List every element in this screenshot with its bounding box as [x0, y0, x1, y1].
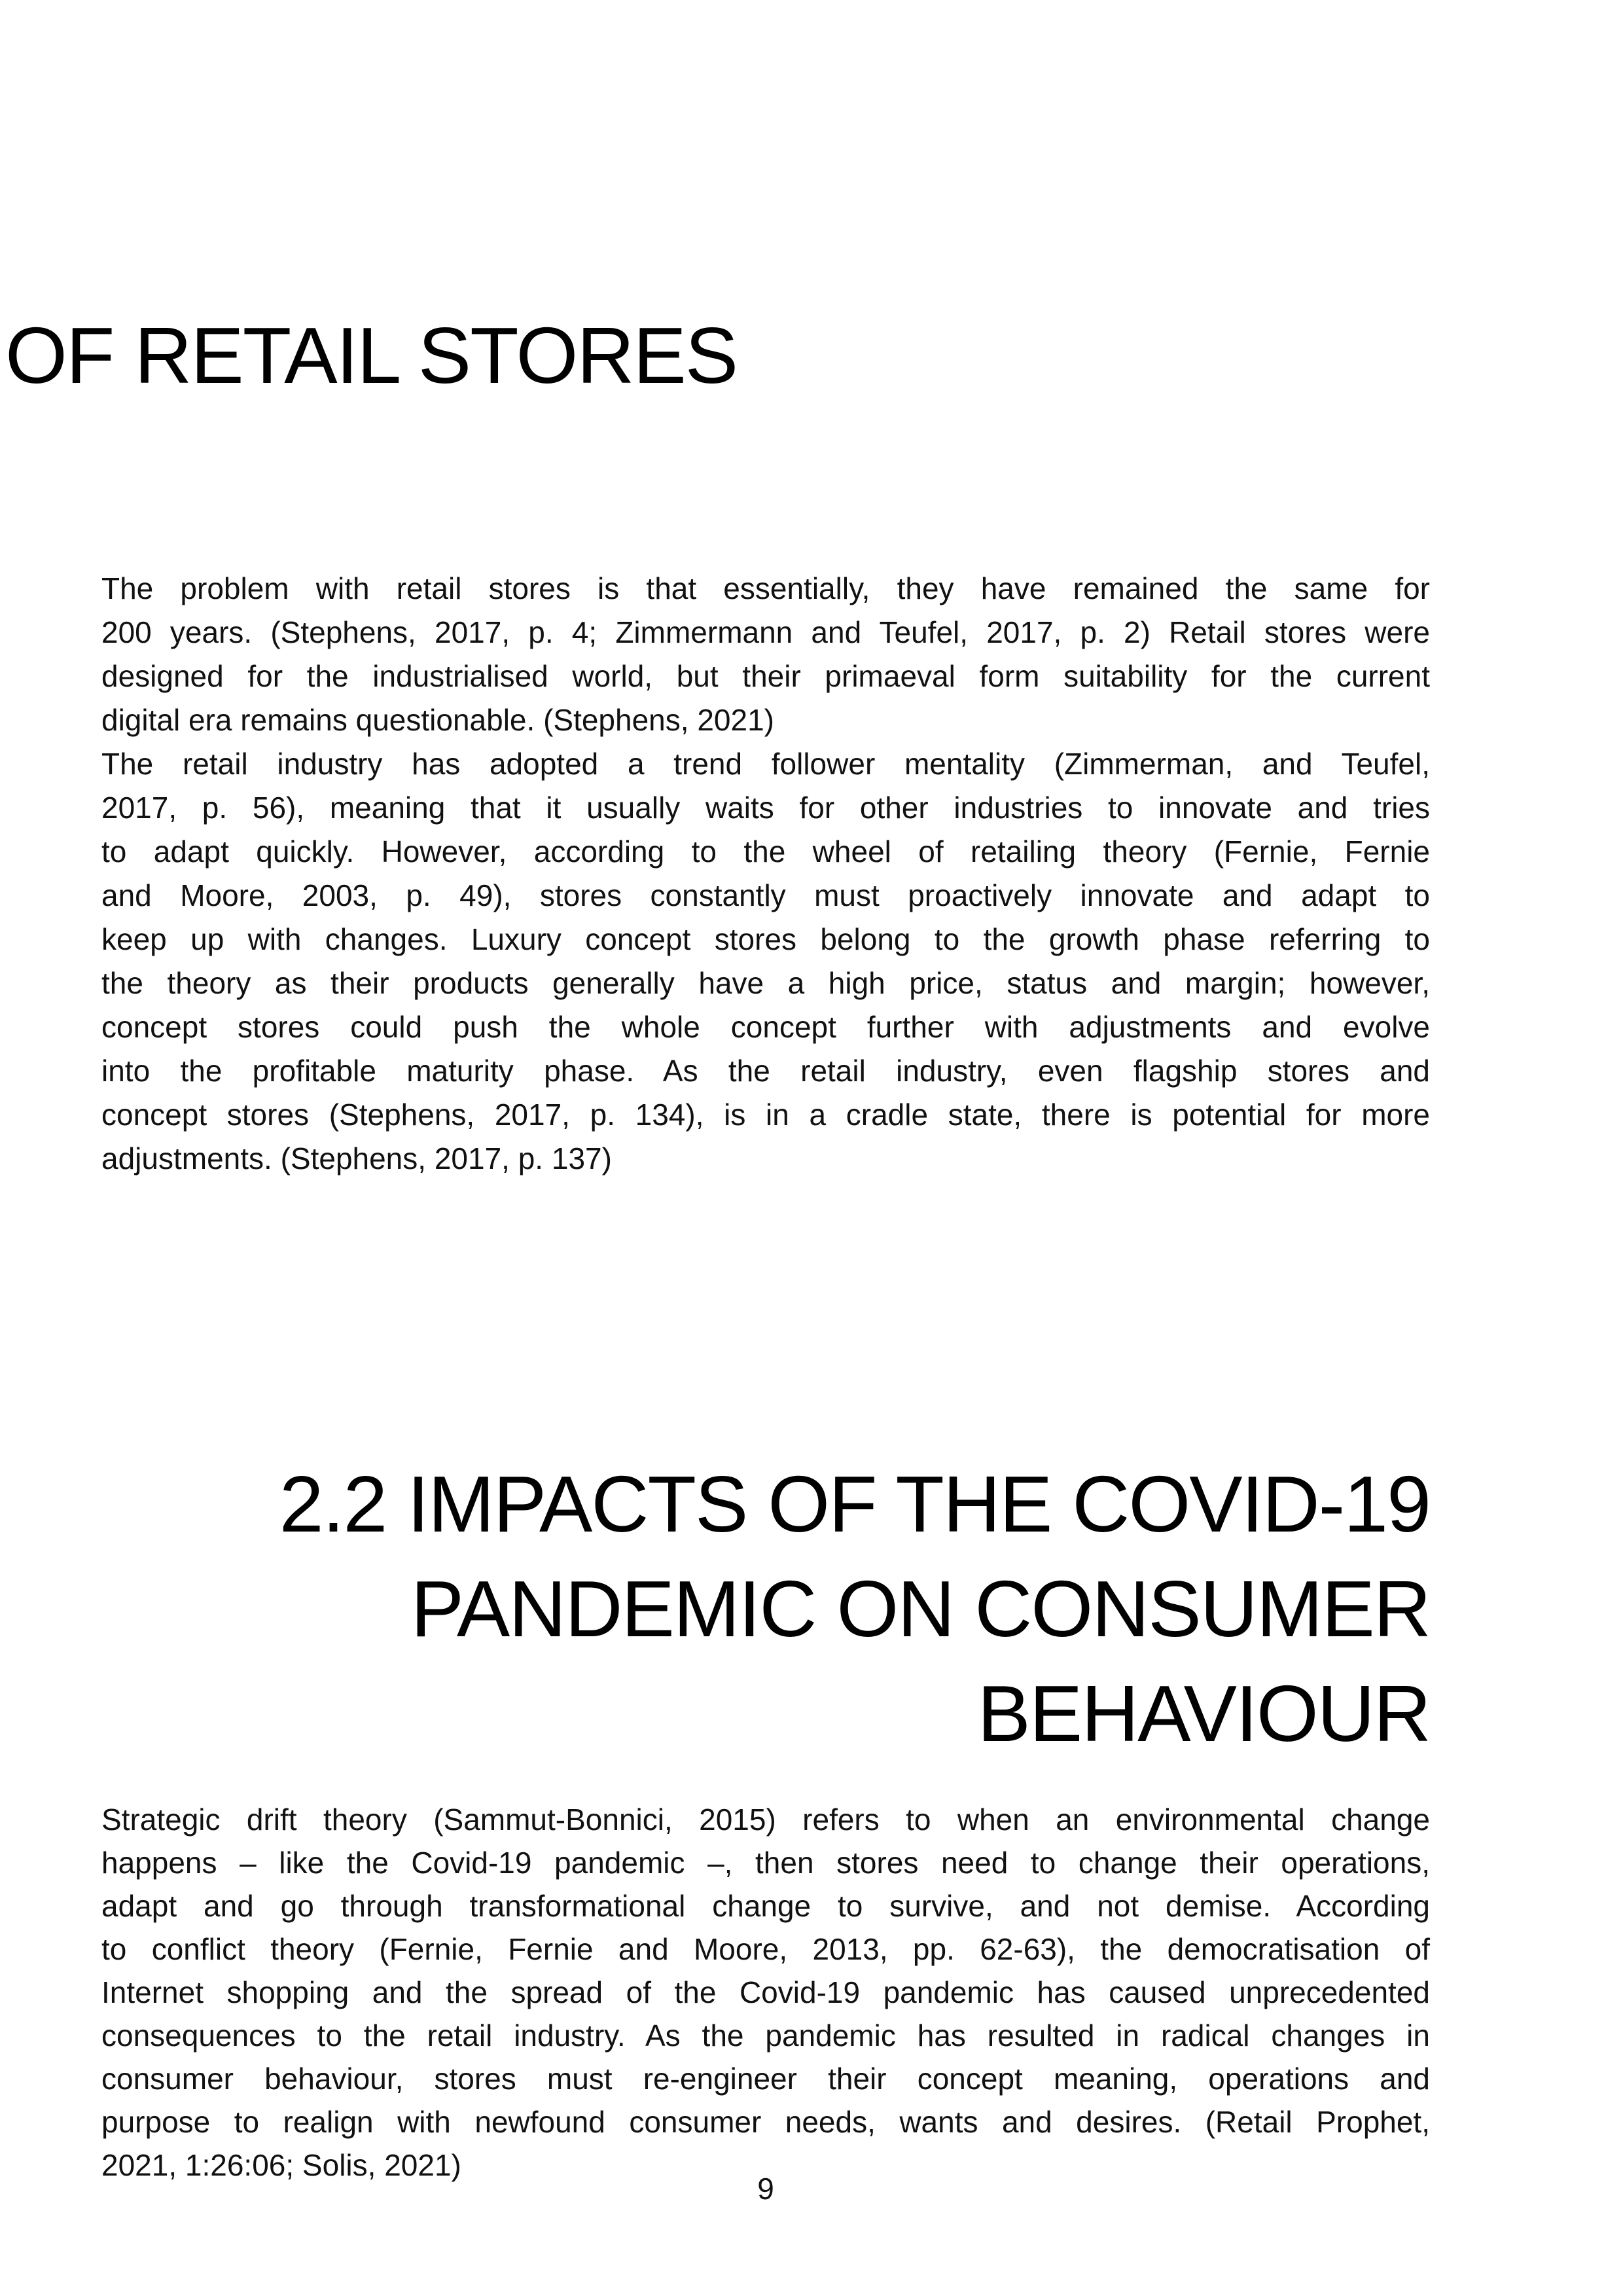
paragraph-line: adjustments. (Stephens, 2017, p. 137) [101, 1141, 612, 1175]
paragraph-line: to adapt quickly. However, according to the wheel of retailing theory (Fernie, Fernie [101, 834, 1430, 869]
paragraph-line: to conflict theory (Fernie, Fernie and Moore, 2013, pp. 62-63), the democratisation of [101, 1932, 1430, 1966]
paragraph-line: keep up with changes. Luxury concept stores belong to the growth phase referring to [101, 922, 1430, 956]
chapter-heading: OF RETAIL STORES [5, 311, 738, 400]
section-heading [101, 1452, 1430, 1766]
body-text-block-1 [101, 567, 1430, 1181]
paragraph-line: adapt and go through transformational change to survive, and not demise. According [101, 1889, 1430, 1923]
paragraph-line: Strategic drift theory (Sammut-Bonnici, 2015) refers to when an environmental change [101, 1803, 1430, 1837]
paragraph-line: purpose to realign with newfound consumer needs, wants and desires. (Retail Prophet, [101, 2105, 1430, 2139]
paragraph-line: 200 years. (Stephens, 2017, p. 4; Zimmermann and Teufel, 2017, p. 2) Retail stores were [101, 615, 1430, 649]
paragraph-line: digital era remains questionable. (Stephens, 2021) [101, 703, 774, 737]
paragraph-line: consumer behaviour, stores must re-engineer their concept meaning, operations and [101, 2062, 1430, 2096]
paragraph [101, 1798, 1430, 2187]
paragraph [101, 742, 1430, 1181]
paragraph-line: The problem with retail stores is that essentially, they have remained the same for [101, 571, 1430, 605]
section-heading-line: 2.2 IMPACTS OF THE COVID-19 [279, 1460, 1430, 1549]
paragraph-line: happens – like the Covid-19 pandemic –, then stores need to change their operations, [101, 1846, 1430, 1880]
section-heading-line: PANDEMIC ON CONSUMER [410, 1564, 1430, 1653]
paragraph-line: The retail industry has adopted a trend follower mentality (Zimmerman, and Teufel, [101, 747, 1430, 781]
paragraph-line: consequences to the retail industry. As the pandemic has resulted in radical changes in [101, 2018, 1430, 2053]
paragraph-line: 2021, 1:26:06; Solis, 2021) [101, 2148, 461, 2182]
paragraph-line: 2017, p. 56), meaning that it usually waits for other industries to innovate and tries [101, 791, 1430, 825]
page-number: 9 [757, 2172, 774, 2206]
paragraph-line: into the profitable maturity phase. As the retail industry, even flagship stores and [101, 1054, 1430, 1088]
paragraph-line: and Moore, 2003, p. 49), stores constantly must proactively innovate and adapt to [101, 878, 1430, 912]
paragraph-line: concept stores could push the whole concept further with adjustments and evolve [101, 1010, 1430, 1044]
section-heading-line: BEHAVIOUR [977, 1669, 1430, 1758]
paragraph-line: designed for the industrialised world, but their primaeval form suitability for the current [101, 659, 1430, 693]
paragraph-line: concept stores (Stephens, 2017, p. 134), is in a cradle state, there is potential for more [101, 1098, 1430, 1132]
paragraph-line: Internet shopping and the spread of the Covid-19 pandemic has caused unprecedented [101, 1975, 1430, 2009]
paragraph [101, 567, 1430, 742]
body-text-block-2 [101, 1798, 1430, 2187]
paragraph-line: the theory as their products generally have a high price, status and margin; however, [101, 966, 1430, 1000]
